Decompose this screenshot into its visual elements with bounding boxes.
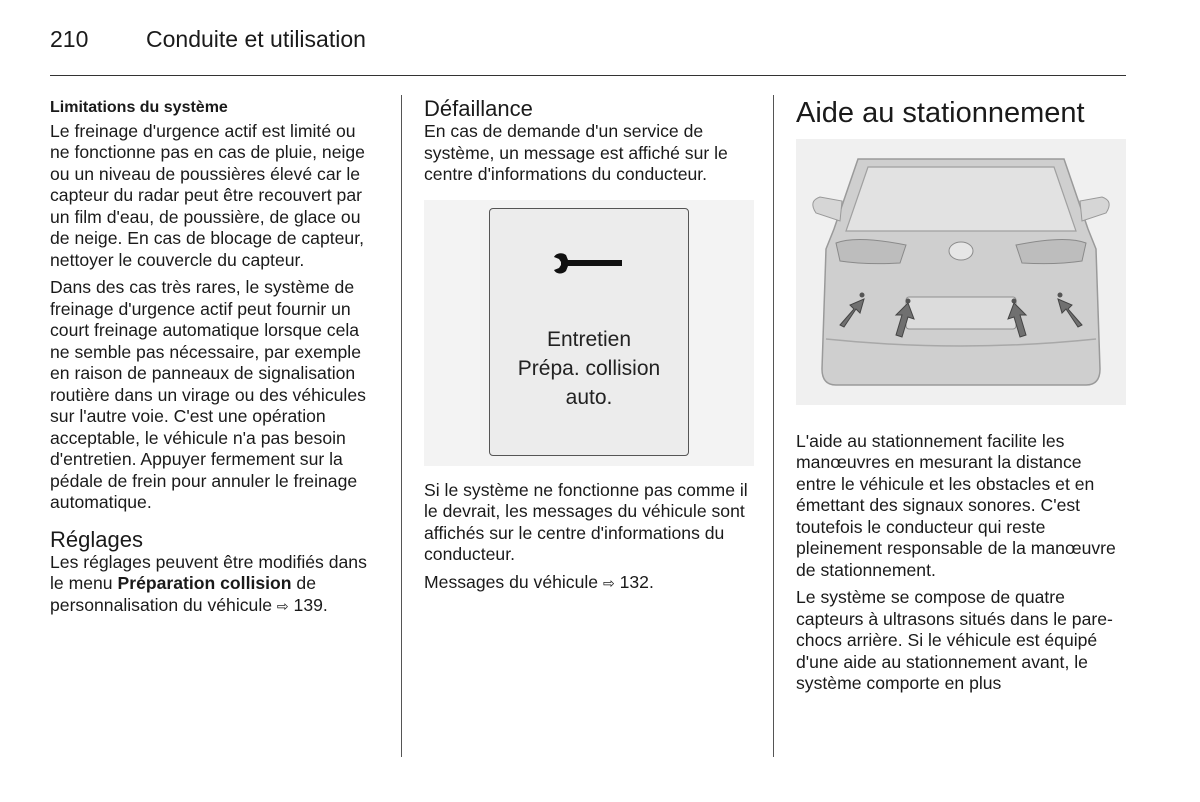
paragraph-parking-aid: L'aide au stationnement facilite les manœuvres en mesurant la distance entre le véhicule et les obstacles et en émettant des signaux sonores. C'est toutefois le conducteur qui reste pleinement responsable de la manœuvre de stationnement. bbox=[796, 430, 1116, 580]
column-divider-2 bbox=[773, 95, 774, 757]
page-ref-132[interactable]: 132. bbox=[619, 571, 654, 592]
paragraph-limitations: Le freinage d'urgence actif est limité ou ne fonctionne pas en cas de pluie, neige ou un niveau de poussières élevé car le capteur du radar peut être recouvert par un film d'eau, de poussière, de glace ou de neige. En cas de blocage de capteur, nettoyer le couvercle du capteur. bbox=[50, 120, 365, 270]
display-line-1: Entretien bbox=[546, 327, 632, 351]
page-header bbox=[50, 26, 366, 53]
paragraph-rare-cases: Dans des cas très rares, le système de freinage d'urgence actif peut fournir un court freinage automatique lorsque cela ne semble pas nécessaire, par exemple en raison de panneaux de signalisation routière dans un virage ou des véhicules sur l'autre voie. C'est une opération acceptable, le véhicule n'a pas besoin d'entretien. Appuyer fermement sur la pédale de frein pour annuler le freinage automatique. bbox=[50, 277, 366, 512]
page-ref-icon: ⇨ bbox=[602, 574, 615, 591]
header-rule bbox=[50, 75, 1126, 76]
paragraph-reglages: Les réglages peuvent être modifiés dans le menu Préparation collision de personnalisation du véhicule ⇨ 139. bbox=[50, 551, 367, 615]
page-ref-icon: ⇨ bbox=[276, 597, 289, 614]
paragraph-service-message: En cas de demande d'un service de système, un message est affiché sur le centre d'informations du conducteur. bbox=[424, 121, 728, 184]
figure-driver-info-display bbox=[424, 200, 754, 466]
menu-name: Préparation collision bbox=[117, 573, 292, 593]
paragraph-sensors: Le système se compose de quatre capteurs à ultrasons situés dans le pare-chocs arrière. Si le véhicule est équipé d'une aide au stationnement avant, le système comporte en plus bbox=[796, 587, 1113, 693]
heading-reglages: Réglages bbox=[50, 526, 143, 552]
wrench-icon bbox=[552, 251, 624, 277]
driver-info-display bbox=[489, 208, 689, 456]
paragraph-malfunction: Si le système ne fonctionne pas comme il le devrait, les messages du véhicule sont affichés sur le centre d'informations du conducteur. bbox=[424, 479, 748, 564]
car-rear-sensors-illustration bbox=[796, 139, 1126, 405]
column-2 bbox=[424, 97, 754, 600]
display-line-2: Prépa. collision bbox=[517, 356, 661, 380]
display-message bbox=[490, 325, 688, 412]
heading-aide-stationnement: Aide au stationnement bbox=[796, 97, 1085, 129]
page-title: Conduite et utilisation bbox=[146, 26, 366, 52]
column-divider-1 bbox=[401, 95, 402, 757]
paragraph-vehicle-messages: Messages du véhicule ⇨ 132. bbox=[424, 571, 654, 592]
column-3 bbox=[796, 97, 1126, 701]
page-number: 210 bbox=[50, 26, 89, 52]
column-1 bbox=[50, 97, 380, 623]
heading-defaillance: Défaillance bbox=[424, 96, 533, 121]
subheading-limitations: Limitations du système bbox=[50, 99, 228, 116]
display-line-3: auto. bbox=[565, 385, 613, 409]
page-ref-139[interactable]: 139. bbox=[293, 594, 328, 615]
